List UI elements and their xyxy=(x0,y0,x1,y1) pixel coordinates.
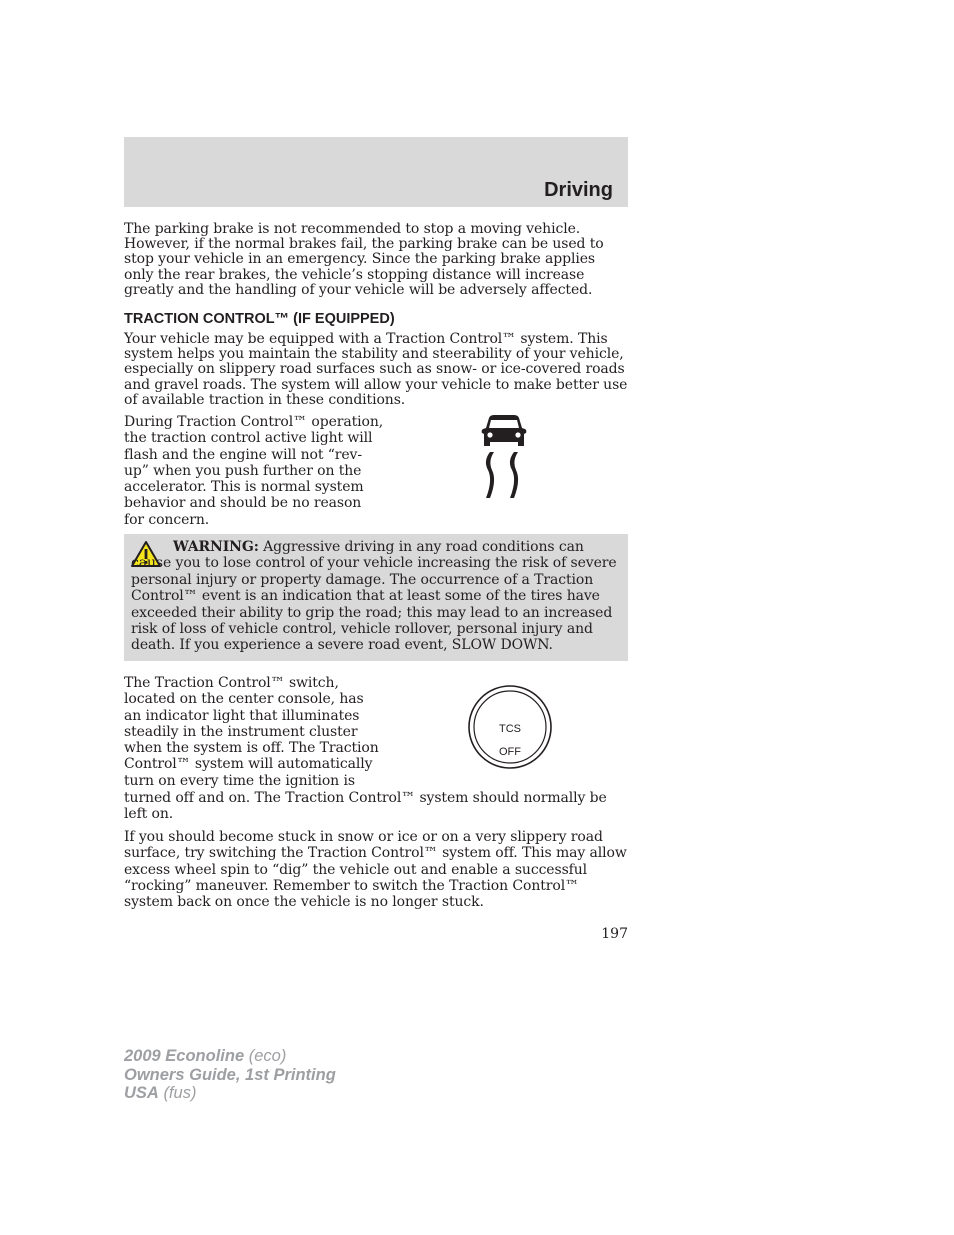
paragraph-stuck-in-snow: If you should become stuck in snow or ice or on a very slippery road surface, try switching the Traction Control™ system off. This may allow excess wheel spin to “dig” the vehicle out and enable a successful “rocking” maneuver. Remember to switch the Traction Control™ system back on once the vehicle is no longer stuck. xyxy=(124,829,627,911)
paragraph-traction-intro: Your vehicle may be equipped with a Traction Control™ system. This system helps you maintain the stability and steerability of your vehicle, especially on slippery road surfaces such as snow- or ice-covered roads and gravel roads. The system will allow your vehicle to make better use of available traction in these conditions. xyxy=(124,331,628,408)
paragraph-parking-brake: The parking brake is not recommended to stop a moving vehicle. However, if the normal brakes fail, the parking brake can be used to stop your vehicle in an emergency. Since the parking brake applies only the rear brakes, the vehicle’s stopping distance will increase greatly and the handling of your vehicle will be adversely affected. xyxy=(124,221,604,298)
footer-model: 2009 Econoline xyxy=(124,1047,245,1065)
paragraph-traction-operation: During Traction Control™ operation, the traction control active light will flash and the engine will not “rev-up” when you push further on the accelerator. This is normal system behavior and should be no reason for concern. xyxy=(124,414,384,528)
tcs-off-button-icon xyxy=(466,684,554,772)
warning-box xyxy=(124,534,628,661)
footer-guide: Owners Guide, 1st Printing xyxy=(124,1065,336,1084)
footer-market-code: (fus) xyxy=(163,1084,197,1102)
warning-message: Aggressive driving in any road conditions can cause you to lose control of your vehicle increasing the risk of severe personal injury or property damage. The occurrence of a Traction Control™ event is an indication that at least some of the tires have exceeded their ability to grip the road; this may lead to an increased risk of loss of vehicle control, vehicle rollover, personal injury and death. If you experience a severe road event, SLOW DOWN. xyxy=(131,539,617,654)
warning-text xyxy=(131,539,623,654)
section-title: Driving xyxy=(544,179,613,201)
warning-label: WARNING: xyxy=(173,539,259,555)
subheading-traction-control: TRACTION CONTROL™ (IF EQUIPPED) xyxy=(124,311,395,327)
paragraph-tcs-switch-continued: turned off and on. The Traction Control™ system should normally be left on. xyxy=(124,790,607,823)
tcs-label: TCS xyxy=(499,723,521,735)
traction-control-icon xyxy=(480,414,528,500)
tcs-off-label: OFF xyxy=(499,746,521,758)
page-number: 197 xyxy=(601,926,628,942)
footer-model-code: (eco) xyxy=(248,1047,287,1065)
document-footer xyxy=(124,1047,336,1103)
paragraph-tcs-switch: The Traction Control™ switch, located on the center console, has an indicator light that illuminates steadily in the instrument cluster when the system is off. The Traction Control™ system will automatically turn on every time the ignition is xyxy=(124,675,379,789)
section-header-band xyxy=(124,137,628,207)
footer-market: USA xyxy=(124,1084,159,1102)
